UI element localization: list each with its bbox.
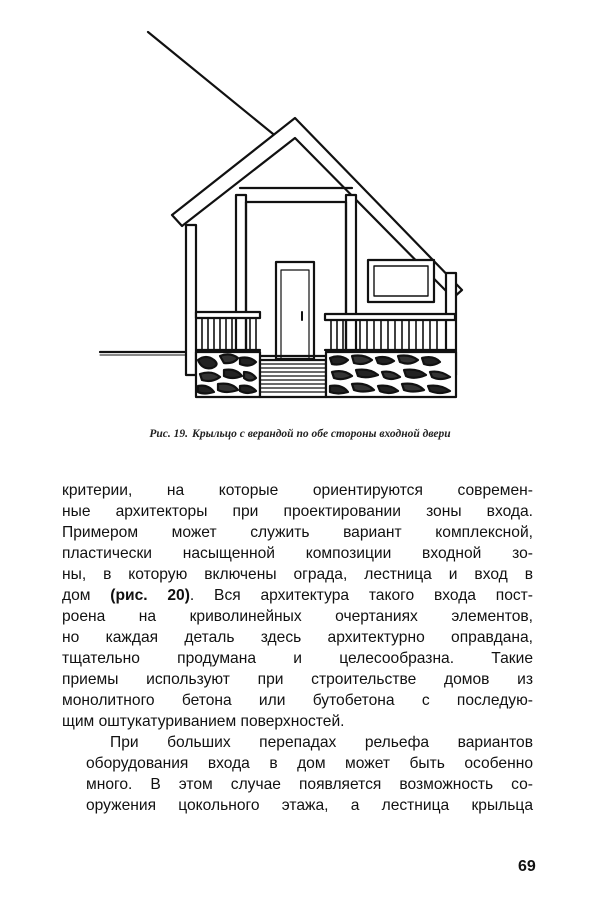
figure-caption-text: Крыльцо с верандой по обе стороны входной двери xyxy=(192,428,451,440)
text-line: но каждая деталь здесь архитектурно оправдана, xyxy=(62,629,533,646)
entrance-steps xyxy=(260,356,326,397)
text-line: ные архитекторы при проектировании зоны входа. xyxy=(62,503,533,520)
inner-post-left xyxy=(236,195,246,375)
figure-caption xyxy=(0,428,600,440)
text-line: щим оштукатуриванием поверхностей. xyxy=(62,713,345,730)
text-line: пластически насыщенной композиции входной зо- xyxy=(62,545,533,562)
figure-label: Рис. 19. xyxy=(149,428,189,440)
paragraph-1 xyxy=(62,480,533,732)
figure-reference: (рис. 20) xyxy=(110,587,190,604)
text-line: критерии, на которые ориентируются современ- xyxy=(62,482,533,499)
inner-post-right xyxy=(346,195,356,375)
text-line: ны, в которую включены ограда, лестница и вход в xyxy=(62,566,533,583)
text-line: приемы используют при строительстве домов из xyxy=(62,671,533,688)
text-line: оружения цокольного этажа, а лестница крыльца xyxy=(86,797,533,814)
text-line: оборудования входа в дом может быть особенно xyxy=(86,755,533,772)
stone-foundation-left xyxy=(196,352,260,397)
text-line: много. В этом случае появляется возможность со- xyxy=(86,776,533,793)
paragraph-2 xyxy=(62,732,533,816)
page-number: 69 xyxy=(518,858,536,875)
text-line: Примером может служить вариант комплексной, xyxy=(62,524,533,541)
rear-roof-line xyxy=(148,32,278,138)
house-veranda-illustration xyxy=(90,20,510,410)
front-door xyxy=(276,262,314,359)
text-line: При больших перепадах рельефа вариантов xyxy=(110,734,533,751)
body-text xyxy=(62,480,533,816)
text-line: монолитного бетона или бутобетона с последую- xyxy=(62,692,533,709)
left-post xyxy=(186,225,196,375)
text-line: роена на криволинейных очертаниях элементов, xyxy=(62,608,533,625)
right-railing xyxy=(325,314,455,350)
left-railing xyxy=(196,312,260,350)
text-line: дом (рис. 20). Вся архитектура такого входа пост- xyxy=(62,587,533,604)
text-line: тщательно продумана и целесообразна. Такие xyxy=(62,650,533,667)
stone-foundation-right xyxy=(326,352,456,397)
